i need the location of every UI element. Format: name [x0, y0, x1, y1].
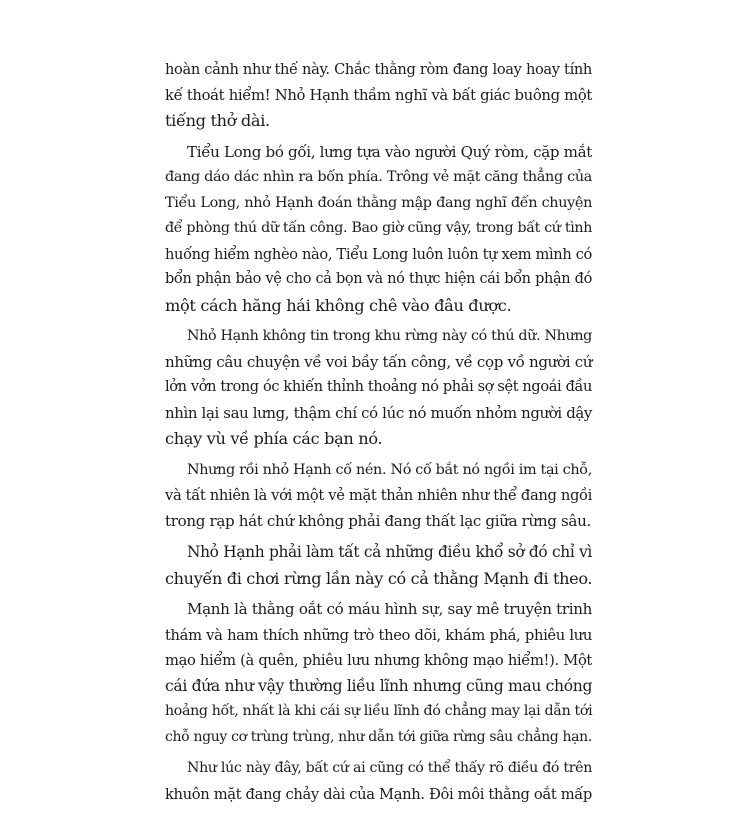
text-line: Nhưng rồi nhỏ Hạnh cố nén. Nó cố bắt nó ngồi im tại chỗ,: [187, 461, 592, 478]
paragraph-7: [165, 756, 592, 807]
text-line: lởn vởn trong óc khiến thỉnh thoảng nó phải sợ sệt ngoái đầu: [165, 379, 593, 395]
text-line: những câu chuyện về voi bầy tấn công, về cọp vồ người cứ: [165, 352, 593, 371]
text-line: chuyến đi chơi rừng lần này có cả thằng Mạnh đi theo.: [165, 568, 593, 588]
text-line: chỗ nguy cơ trùng trùng, như dẫn tới giữa rừng sâu chẳng hạn.: [165, 728, 592, 745]
text-line: tiếng thở dài.: [165, 111, 270, 130]
text-line: chạy vù về phía các bạn nó.: [165, 429, 383, 448]
text-line: Nhỏ Hạnh không tin trong khu rừng này có thú dữ. Nhưng: [187, 328, 592, 344]
text-line: Như lúc này đây, bất cứ ai cũng có thể thấy rõ điều đó trên: [187, 760, 592, 776]
text-line: Mạnh là thằng oắt có máu hình sự, say mê truyện trinh: [187, 600, 592, 618]
text-line: hoảng hốt, nhất là khi cái sự liều lĩnh đó chẳng may lại dẫn tới: [165, 703, 593, 719]
text-line: cái đứa như vậy thường liều lĩnh nhưng cũng mau chóng: [165, 676, 593, 695]
text-line: một cách hăng hái không chê vào đâu được.: [165, 295, 512, 315]
text-line: trong rạp hát chứ không phải đang thất lạc giữa rừng sâu.: [165, 511, 591, 530]
text-line: để phòng thú dữ tấn công. Bao giờ cũng vậy, trong bất cứ tình: [165, 220, 592, 236]
text-line: khuôn mặt đang chảy dài của Mạnh. Đôi môi thằng oắt mấp: [165, 785, 592, 803]
text-line: bổn phận bảo vệ cho cả bọn và nó thực hiện cái bổn phận đó: [165, 271, 592, 287]
text-line: Tiểu Long bó gối, lưng tựa vào người Quý ròm, cặp mắt: [187, 142, 592, 161]
text-line: hoàn cảnh như thế này. Chắc thằng ròm đang loay hoay tính: [165, 61, 592, 78]
paragraph-4: [165, 458, 592, 535]
text-line: Nhỏ Hạnh phải làm tất cả những điều khổ sở đó chỉ vì: [187, 543, 592, 561]
body-text: [165, 57, 592, 813]
text-line: đang dáo dác nhìn ra bốn phía. Trông vẻ mặt căng thẳng của: [165, 169, 592, 185]
text-line: Tiểu Long, nhỏ Hạnh đoán thằng mập đang nghĩ đến chuyện: [165, 194, 592, 211]
text-line: nhìn lại sau lưng, thậm chí có lúc nó muốn nhỏm người dậy: [165, 403, 592, 422]
text-line: kế thoát hiểm! Nhỏ Hạnh thầm nghĩ và bất giác buông một: [165, 86, 592, 104]
paragraph-5: [165, 540, 592, 591]
paragraph-3: [165, 324, 592, 452]
text-line: và tất nhiên là với một vẻ mặt thản nhiên như thể đang ngồi: [165, 487, 592, 504]
text-line: huống hiểm nghèo nào, Tiểu Long luôn luôn tự xem mình có: [165, 245, 592, 263]
text-line: mạo hiểm (à quên, phiêu lưu nhưng không mạo hiểm!). Một: [165, 652, 592, 669]
text-line: thám và ham thích những trò theo dõi, khám phá, phiêu lưu: [165, 626, 592, 644]
paragraph-1: [165, 57, 592, 134]
paragraph-2: [165, 140, 592, 319]
paragraph-6: [165, 597, 592, 750]
